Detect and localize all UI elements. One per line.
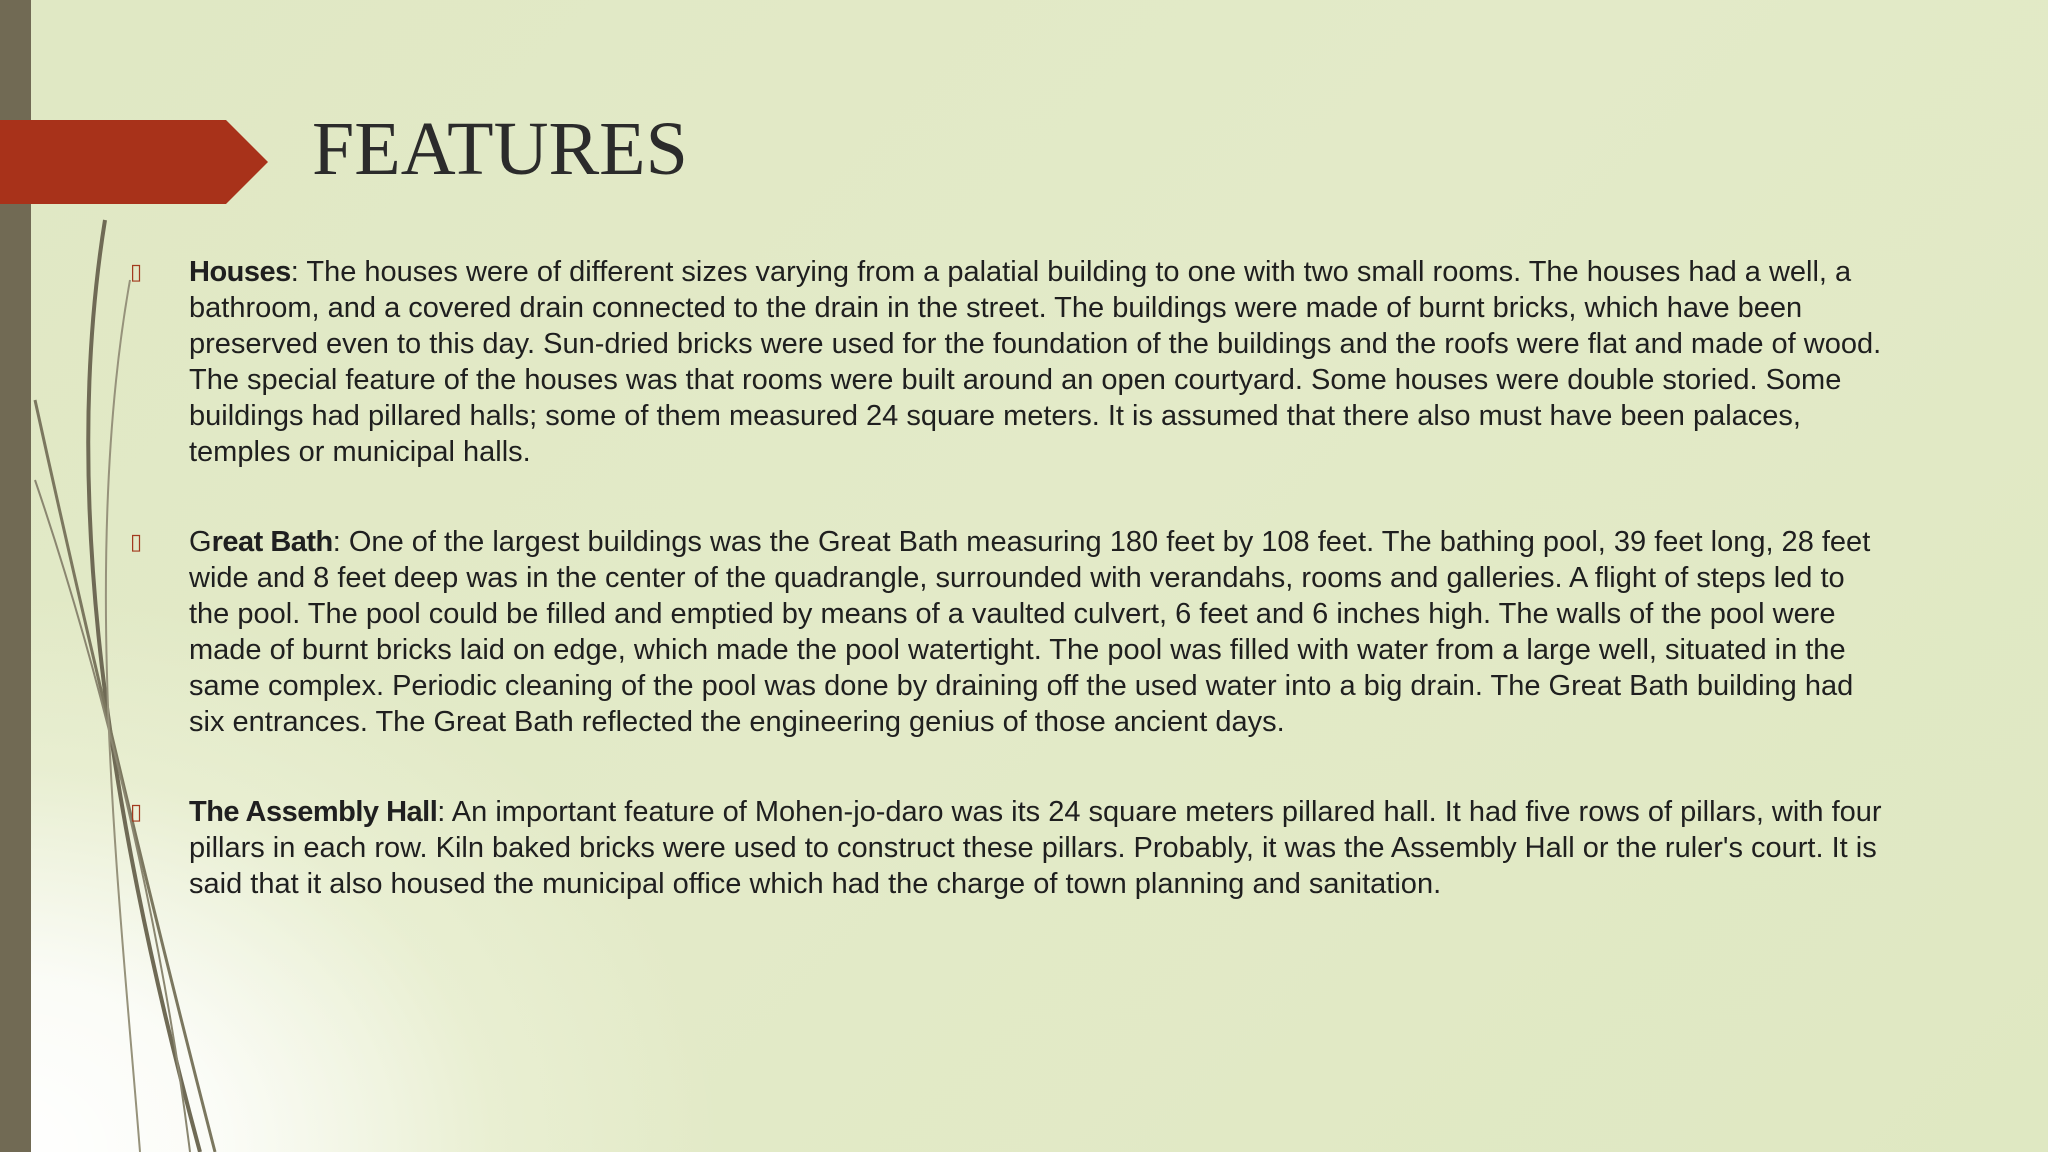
bullet-houses <box>130 254 1890 470</box>
slide-title: FEATURES <box>312 107 688 191</box>
bullet-icon: ▯ <box>130 799 143 824</box>
bullet-icon: ▯ <box>130 259 143 284</box>
bullet-text: : One of the largest buildings was the Great Bath measuring 180 feet by 108 feet. The bathing pool, 39 feet long, 28 feet wide and 8 feet deep was in the center of the quadrangle, surrounded with verandahs, rooms and galleries. A flight of steps led to the pool. The pool could be filled and emptied by means of a vaulted culvert, 6 feet and 6 inches high. The walls of the pool were made of burnt bricks laid on edge, which made the pool watertight. The pool was filled with water from a large well, situated in the same complex. Periodic cleaning of the pool was done by draining off the used water into a big drain. The Great Bath building had six entrances. The Great Bath reflected the engineering genius of those ancient days. <box>189 526 1871 738</box>
bullet-term-lead: G <box>189 526 212 558</box>
bullet-text: : An important feature of Mohen-jo-daro was its 24 square meters pillared hall. It had five rows of pillars, with four pillars in each row. Kiln baked bricks were used to construct these pillars. Probably, it was the Assembly Hall or the ruler's court. It is said that it also housed the municipal office which had the charge of town planning and sanitation. <box>189 796 1882 900</box>
bullet-term: reat Bath <box>211 526 333 558</box>
bullet-great-bath <box>130 524 1890 740</box>
bullet-icon: ▯ <box>130 529 143 554</box>
bullet-list <box>130 254 1890 956</box>
bullet-term: Houses <box>189 256 291 288</box>
bullet-text: : The houses were of different sizes varying from a palatial building to one with two small rooms. The houses had a well, a bathroom, and a covered drain connected to the drain in the street. The buildings were made of burnt bricks, which have been preserved even to this day. Sun-dried bricks were used for the foundation of the buildings and the roofs were flat and made of wood. The special feature of the houses was that rooms were built around an open courtyard. Some houses were double storied. Some buildings had pillared halls; some of them measured 24 square meters. It is assumed that there also must have been palaces, temples or municipal halls. <box>189 256 1882 468</box>
bullet-term: The Assembly Hall <box>189 796 438 828</box>
title-arrow-shape <box>0 120 268 204</box>
bullet-assembly-hall <box>130 794 1890 902</box>
